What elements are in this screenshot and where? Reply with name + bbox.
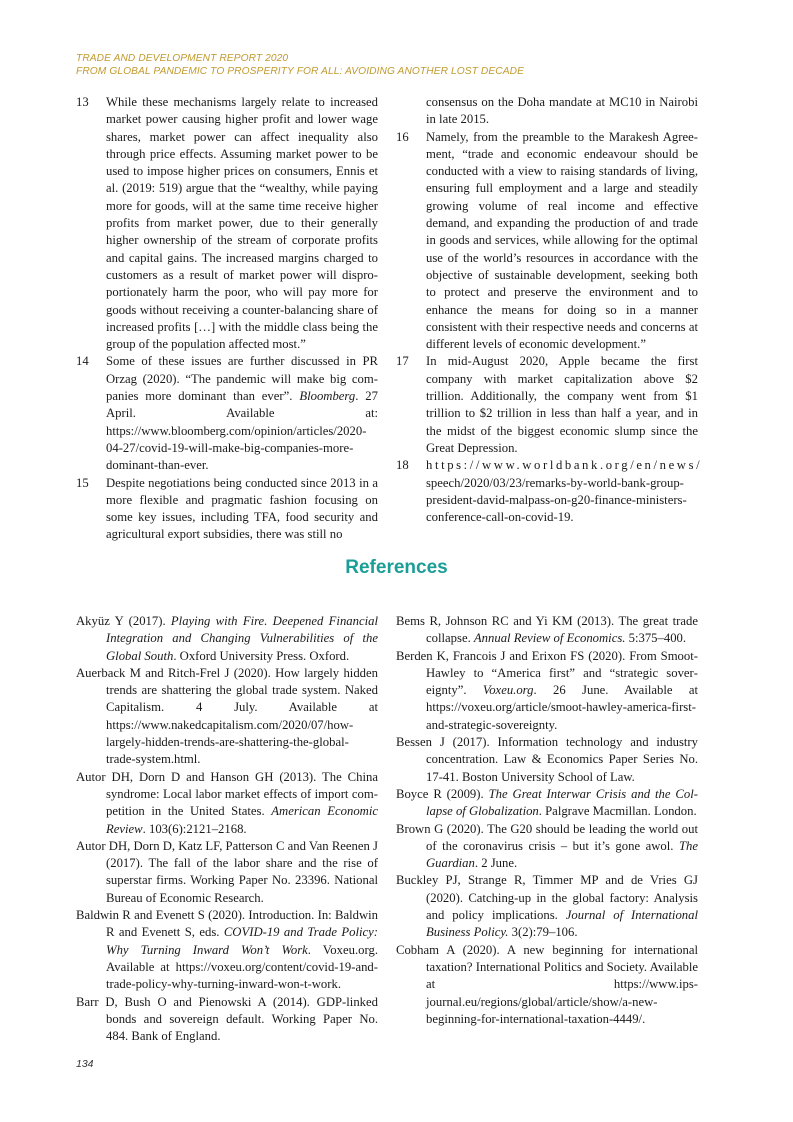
- endnote-text-part: Some of these issues are further discussed in PR Orzag (2020). “The pandemic will make big companies more dominant than ever”.: [106, 354, 378, 404]
- endnote-number: 14: [76, 354, 89, 369]
- endnote-text: Despite negotiations being conducted since 2013 in a more flexible and pragmatic fashion focusing on some key issues, including TFA, food security and agricultural export subsidies, there was still no: [106, 475, 378, 542]
- reference-text: 5:375–400.: [625, 631, 687, 646]
- reference-autor-2017: [76, 838, 378, 907]
- reference-text: Auerback M and Ritch-Frel J (2020). How largely hidden trends are shattering the global trade system. Naked Capitalism. 4 July. Available at https://www.nakedcapitalism.com/2020/07/how-largely-hidden-trends-are-shattering-the-global-trade-system.html.: [76, 665, 378, 767]
- endnote-13: [76, 94, 378, 353]
- references-left-column: [76, 613, 378, 1045]
- reference-text: Autor DH, Dorn D, Katz LF, Patterson C and Van Reenen J (2017). The fall of the labor share and the rise of superstar firms. Working Paper No. 23396. National Bureau of Economic Research.: [76, 838, 378, 905]
- endnote-number: 13: [76, 95, 89, 109]
- reference-title: Playing with Fire. Deepened Financial Integration and Changing Vulnerabilities of the Global South: [106, 614, 378, 663]
- endnote-number: 17: [396, 354, 409, 369]
- reference-barr: [76, 994, 378, 1046]
- endnote-16: [396, 129, 698, 354]
- reference-title: Voxeu.org: [482, 683, 534, 698]
- reference-title: Annual Review of Economics.: [473, 631, 626, 646]
- references-heading: References: [345, 557, 448, 578]
- reference-text: Cobham A (2020). A new beginning for international taxation? International Politics and Society. Available at https://www.ips-journal.eu/regions/global/article/show/a-new-beginning-for-international-taxation-4449/.: [396, 942, 698, 1026]
- endnote-text: [106, 353, 378, 474]
- reference-text: Buckley PJ, Strange R, Timmer MP and de Vries GJ (2020). Catching-up in the global factory: Analysis and policy implications.: [396, 873, 698, 923]
- reference-text: . 103(6):2121–2168.: [142, 821, 247, 836]
- reference-title: COVID-19 and Trade Policy: Why Turning Inward Won’t Work: [106, 925, 378, 957]
- reference-baldwin: [76, 907, 378, 993]
- reference-auerback: [76, 665, 378, 769]
- reference-title: The Great Interwar Crisis and the Collapse of Globalization: [426, 786, 698, 819]
- reference-buckley: [396, 872, 698, 941]
- reference-text: Barr D, Bush O and Pienowski A (2014). GDP-linked bonds and sovereign default. Working Paper No. 484. Bank of England.: [76, 994, 378, 1044]
- reference-bessen: [396, 734, 698, 786]
- reference-text: . 2 June.: [474, 856, 518, 871]
- reference-bems: [396, 613, 698, 648]
- reference-text: 3(2):79–106.: [508, 925, 578, 940]
- endnote-text: While these mechanisms largely relate to increased market power causing higher profit and lower wage shares, market power can affect inequality also through price effects. Assuming market power to be used to impose higher prices on consumers, Ennis et al. (2019: 519) argue that the “wealthy, while paying more for goods, will at the same time receive higher profits from market power, due to their generally higher ownership of the stream of corporate profits and capital gains. The increased margins charged to customers as a result of market power will disproportionately harm the poor, who will pay more for goods without receiving a counter-balancing share of increased profits […] with the middle class being the group of the population affected most.”: [106, 95, 378, 352]
- references-right-column: [396, 613, 698, 1028]
- reference-text: Akyüz Y (2017).: [76, 614, 171, 628]
- reference-title: American Economic Review: [106, 804, 378, 836]
- reference-text: . Voxeu.org. Available at https://voxeu.org/content/covid-19-and-trade-policy-why-turning-inward-won-t-work.: [106, 942, 378, 992]
- endnote-number: 15: [76, 475, 89, 490]
- reference-cobham: [396, 942, 698, 1028]
- endnotes-right-column: [396, 94, 703, 526]
- reference-text: Brown G (2020). The G20 should be leading the world out of the coronavirus crisis – but it’s gone awol.: [396, 821, 698, 853]
- endnote-14: [76, 353, 378, 474]
- page-number: 134: [76, 1058, 94, 1070]
- reference-text: Bessen J (2017). Information technology and industry concentration. Law & Economics Paper Series No. 17-41. Boston University School of Law.: [396, 735, 698, 784]
- endnote-text: In mid-August 2020, Apple became the first company with market capitalization above $2 trillion. Additionally, the company went from $1 trillion to $2 trillion in less than half a year, and in the midst of the biggest economic slump since the Great Depression.: [426, 354, 698, 455]
- reference-berden: [396, 648, 698, 734]
- report-subtitle: FROM GLOBAL PANDEMIC TO PROSPERITY FOR ALL: AVOIDING ANOTHER LOST DECADE: [76, 65, 524, 77]
- endnote-number: 16: [396, 129, 409, 144]
- running-header: [76, 53, 716, 78]
- endnote-15-continued: [396, 94, 698, 129]
- reference-text: Autor DH, Dorn D and Hanson GH (2013). The China syndrome: Local labor market effects of import competition in the United States.: [76, 769, 378, 819]
- reference-title: Journal of International Business Policy.: [426, 908, 698, 940]
- endnote-source-title: Bloomberg: [299, 389, 356, 404]
- reference-title: The Guardian: [426, 838, 698, 871]
- reference-brown: [396, 821, 698, 873]
- reference-text: Bems R, Johnson RC and Yi KM (2013). The great trade collapse.: [396, 614, 698, 646]
- reference-text: . Oxford University Press. Oxford.: [173, 648, 350, 663]
- reference-text: . Palgrave Macmillan. London.: [538, 804, 697, 819]
- reference-text: Baldwin R and Evenett S (2020). Introduction. In: Baldwin R and Evenett S, eds.: [76, 908, 378, 940]
- endnote-number: 18: [396, 458, 409, 473]
- report-title: TRADE AND DEVELOPMENT REPORT 2020: [76, 53, 289, 64]
- endnote-text-part: . 27 April. Available at: https://www.bloomberg.com/opinion/articles/2020-04-27/covid-19-will-make-big-companies-more-dominant-than-ever.: [106, 389, 378, 473]
- endnote-text: Namely, from the preamble to the Marakesh Agreement, “trade and economic endeavour should be conducted with a view to raising standards of living, ensuring full employment and a large and steadily growing volume of real income and effective demand, and expanding the production of and trade in goods and services, while allowing for the optimal use of the world’s resources in accordance with the objective of sustainable development, seeking both to protect and preserve the environment and to enhance the means for doing so in a manner consistent with their respective needs and concerns at different levels of economic development.”: [426, 129, 698, 352]
- endnote-text: consensus on the Doha mandate at MC10 in Nairobi in late 2015.: [426, 95, 698, 127]
- endnote-link-part: speech/2020/03/23/remarks-by-world-bank-group-president-david-malpass-on-g20-finance-ministers-conference-call-on-covid-19.: [426, 475, 687, 525]
- endnote-18: [396, 457, 703, 526]
- reference-boyce: [396, 786, 698, 821]
- endnote-15: [76, 475, 378, 544]
- endnote-text: [426, 457, 703, 526]
- reference-akyuz: [76, 613, 378, 665]
- endnotes-left-column: [76, 94, 378, 544]
- reference-text: Berden K, Francois J and Erixon FS (2020). From Smoot-Hawley to “America first” and “strategic sovereignty”.: [396, 648, 698, 698]
- endnote-link-part: https://www.worldbank.org/en/news/: [426, 458, 703, 473]
- reference-text: . 26 June. Available at https://voxeu.org/article/smoot-hawley-america-first-and-strategic-sovereignty.: [426, 683, 698, 732]
- reference-text: Boyce R (2009).: [396, 786, 489, 801]
- reference-autor-2013: [76, 769, 378, 838]
- endnote-17: [396, 353, 698, 457]
